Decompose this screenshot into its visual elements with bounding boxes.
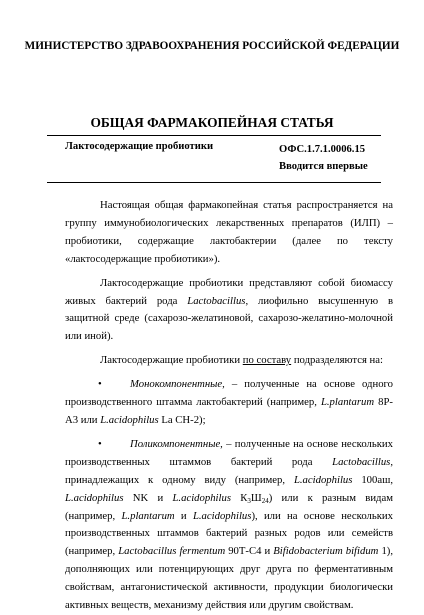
subscript: 24 — [261, 496, 269, 505]
bullet-polycomponent — [65, 436, 393, 615]
text-run: К — [230, 491, 248, 504]
genus-name: Lactobacillus — [332, 455, 391, 468]
article-meta — [279, 141, 368, 175]
bottom-divider — [47, 182, 381, 183]
text-run: Лактосодержащие пробиотики — [100, 354, 243, 367]
bullet-monocomponent — [65, 376, 393, 430]
bullet-icon: • — [98, 378, 102, 391]
text-run: La CH-2); — [158, 413, 206, 426]
article-code: ОФС.1.7.1.0006.15 — [279, 144, 366, 155]
species-name: L.acidophilus — [293, 473, 353, 486]
text-run: подразделяются на: — [291, 354, 383, 367]
text-run: 8Р-А3 или — [65, 396, 393, 426]
species-name: L.acidophilus — [100, 413, 159, 426]
text-run: 1), дополняющих или потенцирующих друг друга по ферментативным свойствам, антагонистической активности, продукции биологически активных веществ, механизму действия или другим свойствам. — [65, 545, 394, 612]
article-subject: Лактосодержащие пробиотики — [65, 141, 214, 152]
paragraph-definition — [65, 275, 393, 347]
text-run: Ш — [250, 491, 262, 504]
article-body — [65, 197, 393, 615]
species-name: Lactobacillus fermentum — [118, 545, 226, 558]
paragraph-scope: Настоящая общая фармакопейная статья распространяется на группу иммунобиологических лекарственных препаратов (ИЛП) – пробиотики, содержащие лактобактерии (далее по тексту «лактосодержащие пробиотики»). — [65, 199, 393, 265]
species-name: L.acidophilus — [172, 491, 231, 504]
text-run: – полученные на основе нескольких производственных штаммов бактерий рода — [65, 437, 393, 468]
article-status: Вводится впервые — [279, 161, 368, 172]
bullet-icon: • — [98, 437, 102, 450]
subscript: 3 — [247, 496, 251, 505]
text-run: , лиофильно высушенную в защитной среде (сахарозо-желатиновой, сахарозо-желатино-молочной или иной). — [65, 294, 393, 343]
species-name: L.plantarum — [320, 396, 375, 409]
text-run: и — [174, 509, 193, 522]
document-title: ОБЩАЯ ФАРМАКОПЕЙНАЯ СТАТЬЯ — [90, 115, 334, 130]
top-divider — [47, 135, 381, 136]
text-run: Лактосодержащие пробиотики представляют собой биомассу живых бактерий рода — [65, 276, 393, 307]
species-name: L.acidophilus — [65, 491, 124, 504]
text-run: , принадлежащих к одному виду (например, — [65, 455, 393, 486]
paragraph-classification — [65, 352, 393, 370]
species-name: L.acidophilus — [192, 509, 252, 522]
term-polycomponent: Поликомпонентные, — [130, 437, 223, 450]
text-run: – полученные на основе одного производственного штамма лактобактерий (например, — [65, 378, 393, 409]
text-run: ), или на основе нескольких производственных штаммов бактерий разных родов или семейств (например, — [65, 509, 393, 558]
text-run: 90Т-С4 и — [225, 545, 274, 558]
underlined-term: по составу — [242, 354, 292, 367]
genus-name: Lactobacillus — [187, 294, 246, 307]
text-run: ) или к разным видам (например, — [65, 491, 393, 522]
text-run: NK и — [123, 491, 173, 504]
species-name: Bifidobacterium bifidum — [273, 545, 379, 558]
species-name: L.plantarum — [121, 509, 175, 522]
term-monocomponent: Монокомпонентные, — [130, 378, 225, 391]
ministry-heading: МИНИСТЕРСТВО ЗДРАВООХРАНЕНИЯ РОССИЙСКОЙ ФЕДЕРАЦИИ — [24, 40, 400, 52]
text-run: 100аш, — [352, 473, 393, 486]
